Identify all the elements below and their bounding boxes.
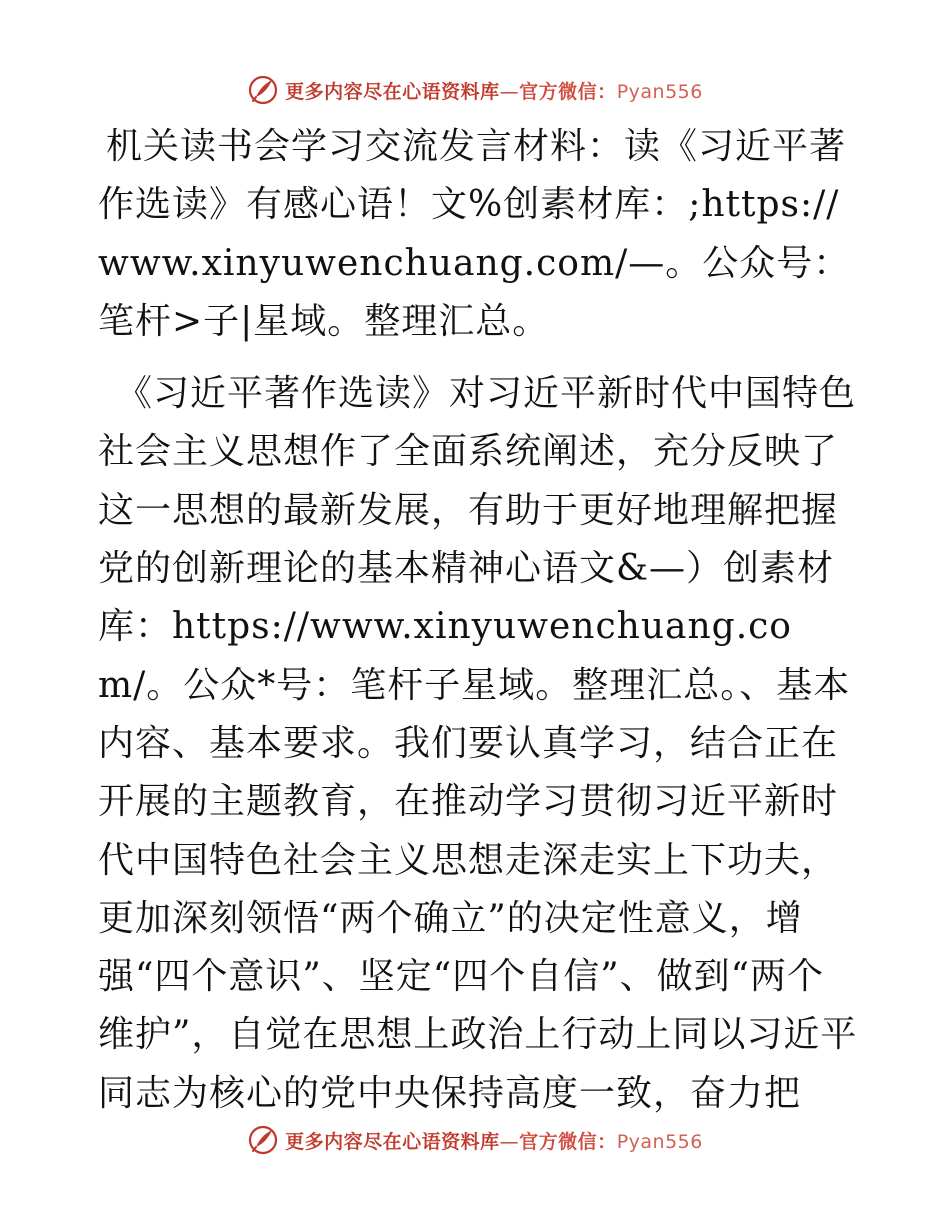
header-banner [0, 70, 950, 110]
document-body [98, 118, 858, 1123]
footer-banner [0, 1120, 950, 1160]
quill-pen-logo-icon [247, 74, 279, 106]
paragraph-main: 《习近平著作选读》对习近平新时代中国特色社会主义思想作了全面系统阐述，充分反映了这一思想的最新发展，有助于更好地理解把握党的创新理论的基本精神心语文&—）创素材库：https://www.xinyuwenchuang.com/。公众*号：笔杆子星域。整理汇总。、基本内容、基本要求。我们要认真学习，结合正在开展的主题教育，在推动学习贯彻习近平新时代中国特色社会主义思想走深走实上下功夫，更加深刻领悟“两个确立”的决定性意义，增强“四个意识”、坚定“四个自信”、做到“两个维护”，自觉在思想上政治上行动上同以习近平同志为核心的党中央保持高度一致，奋力把 [98, 373, 858, 1114]
header-account-label: 官方微信： [519, 80, 617, 103]
footer-account-id: Pyan556 [616, 1130, 703, 1153]
header-banner-text [285, 77, 703, 104]
quill-pen-logo-icon [247, 1124, 279, 1156]
header-brand: 更多内容尽在心语资料库 [285, 80, 500, 103]
paragraph-intro: 机关读书会学习交流发言材料：读《习近平著作选读》有感心语！文%创素材库：;https://www.xinyuwenchuang.com/—。公众号：笔杆>子|星域。整理汇总。 [98, 126, 851, 342]
footer-account-label: 官方微信： [519, 1130, 617, 1153]
footer-banner-text [285, 1127, 703, 1154]
header-separator: — [499, 80, 520, 103]
header-account-id: Pyan556 [616, 80, 703, 103]
footer-separator: — [499, 1130, 520, 1153]
footer-brand: 更多内容尽在心语资料库 [285, 1130, 500, 1153]
